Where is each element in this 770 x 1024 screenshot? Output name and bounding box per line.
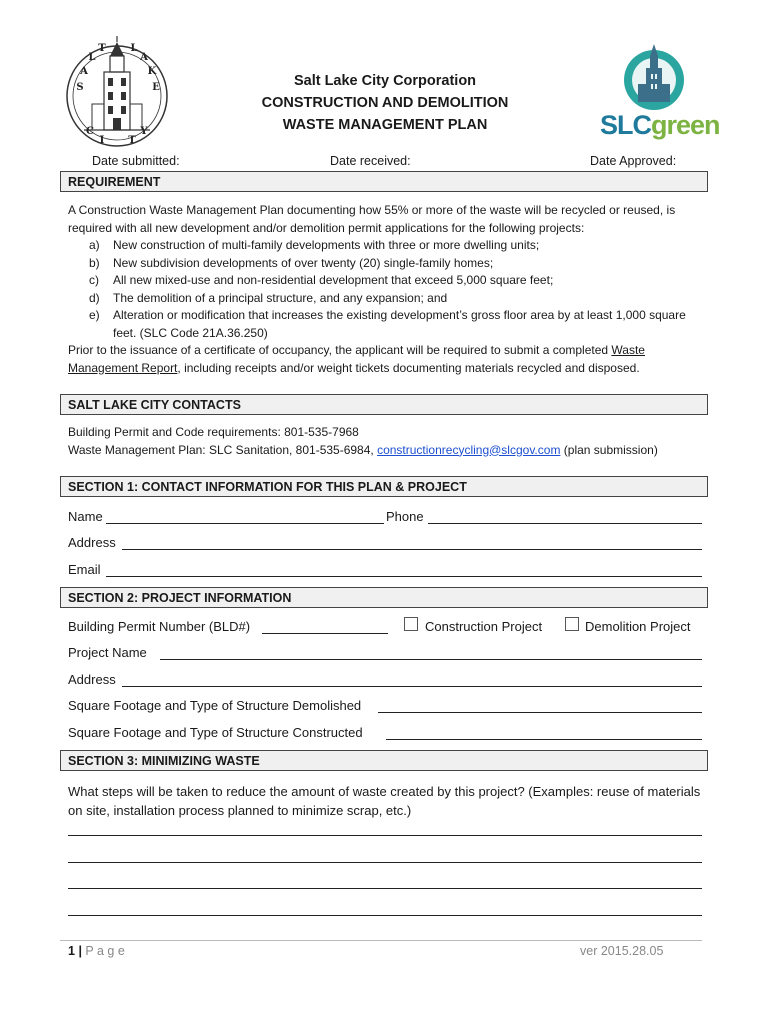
page-number: 1 [68,944,75,958]
salt-lake-city-seal [62,34,172,152]
seal-letter: L [88,52,96,63]
seal-letter: S [76,82,84,93]
address-label: Address [68,535,116,550]
seal-letter: Y [140,126,148,137]
seal-letter: I [99,135,105,146]
demolition-project-checkbox[interactable] [565,617,579,631]
footer-divider [60,940,702,941]
slcgreen-slc-text: SLC [600,110,651,140]
version-label: ver 2015.28.05 [580,944,664,958]
name-field[interactable] [106,523,384,524]
sq-constructed-label: Square Footage and Type of Structure Constructed [68,725,363,740]
seal-letter: A [80,66,88,77]
project-name-field[interactable] [160,659,702,660]
contacts-heading: SALT LAKE CITY CONTACTS [60,394,708,415]
contact-waste-plan: Waste Management Plan: SLC Sanitation, 801-535-6984, constructionrecycling@slcgov.com (plan submission) [68,442,658,457]
sq-demolished-label: Square Footage and Type of Structure Demolished [68,698,362,713]
slcgreen-logo [598,38,720,146]
section1-heading: SECTION 1: CONTACT INFORMATION FOR THIS PLAN & PROJECT [60,476,708,497]
demolition-project-label: Demolition Project [585,619,691,634]
section3-heading: SECTION 3: MINIMIZING WASTE [60,750,708,771]
list-item: e) Alteration or modification that increases the existing development’s gross floor area by at least 1,000 square feet. (SLC Code 21A.36.250) [89,308,686,340]
seal-letter: K [147,66,157,77]
construction-project-checkbox[interactable] [404,617,418,631]
requirement-list [68,237,708,342]
project-name-label: Project Name [68,645,147,660]
contacts-body [68,424,708,459]
project-address-label: Address [68,672,116,687]
answer-line[interactable] [68,835,702,836]
page-word: P a g e [85,944,125,958]
construction-project-label: Construction Project [425,619,543,634]
name-label: Name [68,509,103,524]
seal-letter: A [140,52,148,63]
phone-label: Phone [386,509,424,524]
project-address-field[interactable] [122,686,702,687]
date-approved-label: Date Approved: [590,154,677,168]
list-item: c) All new mixed-use and non-residential development that exceed 5,000 square feet; [89,273,554,287]
date-submitted-label: Date submitted: [92,154,180,168]
phone-field[interactable] [428,523,702,524]
seal-letter: E [152,82,160,93]
seal-letter: C [86,126,94,137]
answer-line[interactable] [68,862,702,863]
answer-line[interactable] [68,915,702,916]
form-title-line1: CONSTRUCTION AND DEMOLITION [261,95,509,111]
answer-line[interactable] [68,888,702,889]
seal-letter: T [98,43,106,54]
sq-demolished-field[interactable] [378,712,702,713]
address-field[interactable] [122,549,702,550]
permit-number-field[interactable] [262,633,388,634]
email-label: Email [68,562,101,577]
form-title-line2: WASTE MANAGEMENT PLAN [282,117,488,133]
date-received-label: Date received: [330,154,411,168]
org-name: Salt Lake City Corporation [293,73,477,89]
waste-question: What steps will be taken to reduce the amount of waste created by this project? (Examples: reuse of materials on site, installation process planned to minimize scrap, etc.) [68,784,701,818]
contact-building-permit: Building Permit and Code requirements: 801-535-7968 [68,425,359,439]
page-separator: | [78,944,82,958]
slcgreen-emblem-icon [598,38,710,118]
permit-number-label: Building Permit Number (BLD#) [68,619,251,634]
email-field[interactable] [106,576,702,577]
section2-heading: SECTION 2: PROJECT INFORMATION [60,587,708,608]
seal-letter: L [130,43,138,54]
requirement-heading: REQUIREMENT [60,171,708,192]
list-item: d) The demolition of a principal structure, and any expansion; and [89,290,448,305]
list-item: a) New construction of multi-family developments with three or more dwelling units; [89,238,540,252]
requirement-closing: Prior to the issuance of a certificate of occupancy, the applicant will be required to submit a completed Waste Management Report, including receipts and/or weight tickets documenting materials recycled and disposed. [68,343,645,375]
sq-constructed-field[interactable] [386,739,702,740]
slcgreen-green-text: green [651,110,720,140]
page-indicator [68,944,125,958]
requirement-body [68,202,708,377]
waste-management-report-link[interactable]: Waste Management Report [68,343,645,375]
seal-letter: T [128,135,136,146]
requirement-intro: A Construction Waste Management Plan documenting how 55% or more of the waste will be recycled or reused, is required with all new development and/or demolition permit applications for the following projects: [68,203,676,235]
list-item: b) New subdivision developments of over twenty (20) single-family homes; [89,255,494,270]
email-link[interactable]: constructionrecycling@slcgov.com [377,442,561,457]
